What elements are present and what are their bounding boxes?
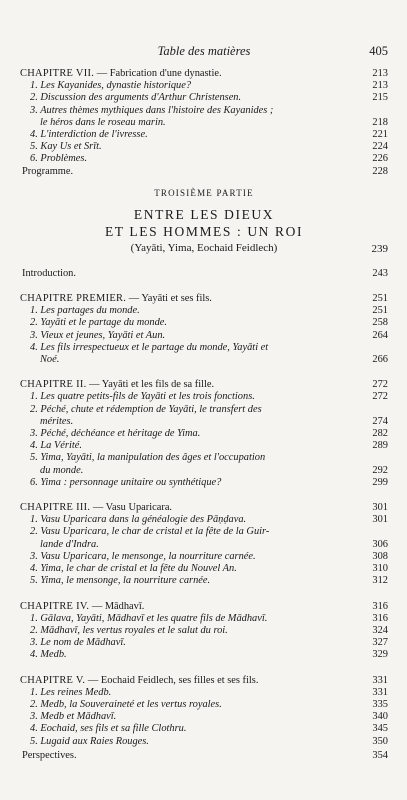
perspectives-entry <box>20 750 388 762</box>
toc-item-page: 345 <box>372 723 388 735</box>
chapter-gap <box>20 280 388 291</box>
toc-item <box>20 452 388 476</box>
toc-item-line: 4. L'interdiction de l'ivresse. <box>30 129 148 141</box>
toc-item-line: 2. Yayāti et le partage du monde. <box>30 317 167 329</box>
toc-item <box>20 649 388 661</box>
part-page: 239 <box>371 242 388 255</box>
toc-item-page: 224 <box>372 141 388 153</box>
toc-item <box>20 637 388 649</box>
toc-item-text <box>20 736 388 748</box>
toc-item <box>20 736 388 748</box>
toc-item <box>20 551 388 563</box>
toc-item-page: 306 <box>372 538 388 550</box>
chapter-gap <box>20 588 388 599</box>
chapter-page: 331 <box>372 674 388 686</box>
toc-item-page: 310 <box>372 563 388 575</box>
toc-item-page: 308 <box>372 550 388 562</box>
introduction-page: 243 <box>372 267 388 279</box>
part-label: TROISIÈME PARTIE <box>154 187 254 198</box>
toc-item-text <box>20 699 388 711</box>
toc-item-page: 350 <box>372 735 388 747</box>
toc-item-line: 4. Yima, le char de cristal et la fête du Nouvel An. <box>30 563 237 575</box>
toc-item <box>20 80 388 92</box>
toc-item <box>20 330 388 342</box>
toc-item-text <box>20 723 388 735</box>
perspectives-page: 354 <box>372 749 388 761</box>
toc-item-page: 282 <box>372 428 388 440</box>
toc-item-text <box>20 317 388 329</box>
chapter-label: CHAPITRE VII. <box>20 68 95 79</box>
running-header <box>20 44 388 66</box>
toc-item-page: 218 <box>372 116 388 128</box>
toc-item <box>20 317 388 329</box>
toc-item-page: 316 <box>372 612 388 624</box>
toc-item-page: 272 <box>372 391 388 403</box>
toc-item-text <box>20 526 388 550</box>
toc-item-page: 274 <box>372 415 388 427</box>
toc-item-text <box>20 649 388 661</box>
toc-item <box>20 563 388 575</box>
toc-item-line: 1. Les Kayanides, dynastie historique? <box>30 80 192 92</box>
toc-item-line: 3. Vasu Uparicara, le mensonge, la nourriture carnée. <box>30 550 256 562</box>
chapter-subtitle: — Eochaid Feidlech, ses filles et ses fils. <box>85 674 259 686</box>
toc-item-page: 331 <box>372 686 388 698</box>
chapter-page: 301 <box>372 502 388 514</box>
toc-item-line: 1. Les reines Medb. <box>30 686 112 698</box>
toc-item-page: 335 <box>372 698 388 710</box>
toc-item-text <box>20 575 388 587</box>
toc-item-text <box>20 440 388 452</box>
toc-item-text <box>20 477 388 489</box>
toc-item <box>20 514 388 526</box>
chapter-title <box>20 293 388 305</box>
programme-entry <box>20 166 388 178</box>
toc-item-line: 5. Lugaid aux Raies Rouges. <box>30 735 149 747</box>
toc-item-line: 1. Les quatre petits-fils de Yayāti et les trois fonctions. <box>30 391 255 403</box>
toc-item-page: 266 <box>372 354 388 366</box>
toc-item-page: 221 <box>372 129 388 141</box>
part-subtitle-row <box>20 242 388 254</box>
toc-item <box>20 625 388 637</box>
toc-item <box>20 153 388 165</box>
toc-item-page: 289 <box>372 440 388 452</box>
toc-item-text <box>20 625 388 637</box>
toc-item <box>20 699 388 711</box>
toc-item <box>20 105 388 129</box>
toc-item-page: 251 <box>372 305 388 317</box>
chapter-subtitle: — Yayāti et les fils de sa fille. <box>86 379 215 391</box>
toc-item-text <box>20 613 388 625</box>
chapter-page: 272 <box>372 379 388 391</box>
chapter-title <box>20 502 388 514</box>
part-title-line-1: ENTRE LES DIEUX <box>133 206 275 222</box>
toc-item <box>20 477 388 489</box>
toc-item-page: 292 <box>372 464 388 476</box>
toc-item-page: 258 <box>372 317 388 329</box>
toc-item-line: 4. La Vérité. <box>30 440 82 452</box>
toc-item <box>20 687 388 699</box>
toc-item-line: 3. Le nom de Mādhavī. <box>30 637 126 649</box>
toc-item-line: 2. Discussion des arguments d'Arthur Christensen. <box>30 92 242 104</box>
chapter-subtitle: — Vasu Uparicara. <box>90 502 173 514</box>
chapter-heading <box>20 293 388 305</box>
toc-item-page: 299 <box>372 476 388 488</box>
toc-item-text <box>20 80 388 92</box>
toc-item <box>20 404 388 428</box>
chapter-title <box>20 379 388 391</box>
toc-item-line: 3. Péché, déchéance et héritage de Yima. <box>30 428 201 440</box>
toc-item-line: 2. Vasu Uparicara, le char de cristal et la fête de la Guir- <box>30 526 270 538</box>
toc-item-line: 4. Eochaid, ses fils et sa fille Clothru. <box>30 723 187 735</box>
toc-item-text <box>20 105 388 129</box>
toc-item-line: 5. Yima, Yayāti, la manipulation des âges et l'occupation <box>30 452 266 464</box>
toc-item <box>20 92 388 104</box>
toc-page <box>20 44 388 762</box>
page-number: 405 <box>369 44 388 58</box>
chapter-gap <box>20 366 388 377</box>
toc-item <box>20 305 388 317</box>
programme-text: Programme. <box>22 165 74 177</box>
toc-item <box>20 440 388 452</box>
toc-item-line: 5. Kay Us et Srīt. <box>30 141 102 153</box>
toc-item-line: 5. Yima, le mensonge, la nourriture carnée. <box>30 575 211 587</box>
chapter-title <box>20 675 388 687</box>
toc-item-line: 2. Medb, la Souveraineté et les vertus royales. <box>30 698 222 710</box>
toc-item-line: 4. Les fils irrespectueux et le partage du monde, Yayāti et <box>30 341 269 353</box>
toc-item-page: 213 <box>372 80 388 92</box>
toc-item <box>20 141 388 153</box>
introduction-entry <box>20 268 388 280</box>
part-title-line-2: ET LES HOMMES : UN ROI <box>104 223 304 239</box>
chapter-subtitle: — Yayāti et ses fils. <box>126 293 212 305</box>
chapter-page: 251 <box>372 293 388 305</box>
toc-item-line: du monde. <box>40 464 84 476</box>
toc-item-line: 4. Medb. <box>30 649 67 661</box>
chapter-vii-section <box>20 68 388 178</box>
chapter-title <box>20 68 388 80</box>
toc-item <box>20 613 388 625</box>
toc-item-page: 324 <box>372 624 388 636</box>
toc-item-text <box>20 711 388 723</box>
chapter-label: CHAPITRE V. <box>20 674 86 686</box>
chapter-heading <box>20 502 388 514</box>
chapter-label: CHAPITRE PREMIER. <box>20 293 127 305</box>
toc-item <box>20 526 388 550</box>
toc-item-page: 327 <box>372 637 388 649</box>
toc-item-text <box>20 141 388 153</box>
chapter-gap <box>20 489 388 500</box>
toc-item-page: 301 <box>372 514 388 526</box>
toc-item-page: 215 <box>372 92 388 104</box>
toc-item-line: 3. Vieux et jeunes, Yayāti et Aun. <box>30 329 166 341</box>
toc-item-text <box>20 305 388 317</box>
chapter-title <box>20 601 388 613</box>
chapter-label: CHAPITRE III. <box>20 502 91 514</box>
chapter-heading <box>20 379 388 391</box>
toc-item-text <box>20 452 388 476</box>
chapter-subtitle: — Fabrication d'une dynastie. <box>94 68 222 79</box>
toc-item <box>20 129 388 141</box>
toc-item-line: 1. Vasu Uparicara dans la généalogie des Pāṇḍava. <box>30 514 247 526</box>
toc-item-line: le héros dans le roseau marin. <box>40 116 166 128</box>
chapter-heading <box>20 68 388 80</box>
toc-item-line: 6. Problèmes. <box>30 153 88 165</box>
toc-item-text <box>20 404 388 428</box>
chapter-label: CHAPITRE II. <box>20 379 87 391</box>
toc-item <box>20 575 388 587</box>
toc-item-line: 2. Péché, chute et rédemption de Yayāti, le transfert des <box>30 403 262 415</box>
running-title: Table des matières <box>157 44 251 58</box>
toc-item-line: 6. Yima : personnage unitaire ou synthétique? <box>30 476 222 488</box>
toc-item-text <box>20 637 388 649</box>
chapter-subtitle: — Mādhavī. <box>89 600 145 612</box>
toc-item-line: 3. Medb et Mādhavī. <box>30 711 117 723</box>
toc-item <box>20 711 388 723</box>
toc-item-line: Noé. <box>40 354 60 366</box>
toc-item-line: 2. Mādhavī, les vertus royales et le salut du roi. <box>30 624 228 636</box>
toc-item-line: 1. Les partages du monde. <box>30 305 140 317</box>
perspectives-text: Perspectives. <box>22 749 77 761</box>
toc-item-page: 329 <box>372 649 388 661</box>
toc-item-text <box>20 551 388 563</box>
toc-item-page: 264 <box>372 329 388 341</box>
toc-item-text <box>20 514 388 526</box>
toc-item-page: 226 <box>372 153 388 165</box>
chapter-label: CHAPITRE IV. <box>20 600 90 612</box>
chapter-heading <box>20 601 388 613</box>
toc-item-text <box>20 428 388 440</box>
chapters-list <box>20 280 388 750</box>
toc-item-text <box>20 92 388 104</box>
toc-item-line: mérites. <box>40 415 74 427</box>
toc-item-page: 312 <box>372 575 388 587</box>
chapter-page: 316 <box>372 600 388 612</box>
introduction-text: Introduction. <box>22 267 76 279</box>
toc-item-text <box>20 330 388 342</box>
toc-item-text <box>20 129 388 141</box>
toc-item <box>20 391 388 403</box>
toc-item-text <box>20 563 388 575</box>
toc-item <box>20 723 388 735</box>
chapter-gap <box>20 662 388 673</box>
toc-item-page: 340 <box>372 711 388 723</box>
programme-page: 228 <box>372 165 388 177</box>
toc-item-line: 3. Autres thèmes mythiques dans l'histoire des Kayanides ; <box>30 104 274 116</box>
toc-item-text <box>20 342 388 366</box>
chapter-page: 213 <box>372 68 388 79</box>
part-subtitle: (Yayāti, Yima, Eochaid Feidlech) <box>130 241 278 254</box>
toc-item-text <box>20 153 388 165</box>
chapter-heading <box>20 675 388 687</box>
toc-item-text <box>20 687 388 699</box>
toc-item-line: lande d'Indra. <box>40 538 99 550</box>
toc-item <box>20 342 388 366</box>
toc-item-text <box>20 391 388 403</box>
toc-item-line: 1. Gālava, Yayāti, Mādhavī et les quatre fils de Mādhavī. <box>30 612 268 624</box>
toc-item <box>20 428 388 440</box>
